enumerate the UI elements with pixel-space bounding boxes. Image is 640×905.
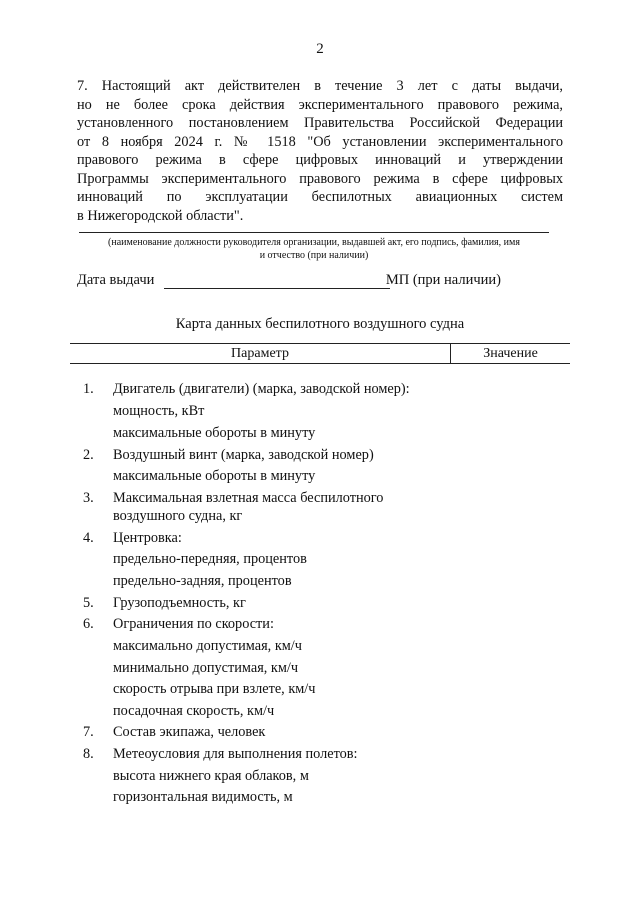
param-text: Воздушный винт (марка, заводской номер)	[113, 447, 374, 463]
param-number: 8.	[83, 746, 94, 762]
param-text: воздушного судна, кг	[113, 508, 243, 524]
param-text: минимально допустимая, км/ч	[113, 660, 299, 676]
clause-line: от 8 ноября 2024 г. № 1518 "Об установлении экспериментального	[77, 133, 563, 150]
param-text: Грузоподъемность, кг	[113, 595, 246, 611]
param-text: Состав экипажа, человек	[113, 724, 266, 740]
clause-line: в Нижегородской области".	[77, 207, 244, 224]
param-text: скорость отрыва при взлете, км/ч	[113, 681, 316, 697]
param-number: 5.	[83, 595, 94, 611]
signature-caption-line: и отчество (при наличии)	[259, 250, 369, 261]
clause-line: правового режима в сфере цифровых инноваций и утверждении	[77, 152, 563, 168]
param-number: 7.	[83, 724, 94, 740]
param-text: максимально допустимая, км/ч	[113, 638, 302, 654]
param-text: посадочная скорость, км/ч	[113, 703, 275, 719]
clause-line: 7. Настоящий акт действителен в течение 3 лет с даты выдачи,	[77, 78, 563, 94]
column-header-param: Параметр	[231, 346, 289, 361]
param-text: Центровка:	[113, 530, 182, 546]
param-text: Метеоусловия для выполнения полетов:	[113, 746, 358, 762]
card-title: Карта данных беспилотного воздушного судна	[175, 316, 465, 332]
param-text: Двигатель (двигатели) (марка, заводской номер):	[113, 381, 410, 397]
stamp-label: МП (при наличии)	[385, 272, 501, 288]
param-number: 1.	[83, 381, 94, 397]
param-number: 3.	[83, 490, 94, 506]
signature-caption-line: (наименование должности руководителя организации, выдавшей акт, его подпись, фамилия, имя	[108, 237, 520, 248]
column-header-value: Значение	[483, 346, 538, 361]
param-number: 2.	[83, 447, 94, 463]
clause-line: инноваций по эксплуатации беспилотных авиационных систем	[77, 189, 563, 205]
param-text: мощность, кВт	[113, 403, 205, 419]
param-text: максимальные обороты в минуту	[113, 425, 316, 441]
param-text: предельно-передняя, процентов	[113, 551, 307, 567]
param-number: 6.	[83, 616, 94, 632]
param-text: Максимальная взлетная масса беспилотного	[113, 490, 384, 506]
param-text: горизонтальная видимость, м	[113, 789, 293, 805]
param-text: максимальные обороты в минуту	[113, 468, 316, 484]
param-text: предельно-задняя, процентов	[113, 573, 292, 589]
clause-line: но не более срока действия экспериментального правового режима,	[77, 96, 563, 113]
param-number: 4.	[83, 530, 94, 546]
clause-line: Программы экспериментального правового режима в сфере цифровых	[77, 170, 563, 187]
issue-date-label: Дата выдачи	[77, 272, 155, 288]
clause-line: установленного постановлением Правительства Российской Федерации	[77, 115, 563, 131]
param-text: Ограничения по скорости:	[113, 616, 274, 632]
page-number: 2	[316, 41, 324, 57]
param-text: высота нижнего края облаков, м	[113, 768, 309, 784]
